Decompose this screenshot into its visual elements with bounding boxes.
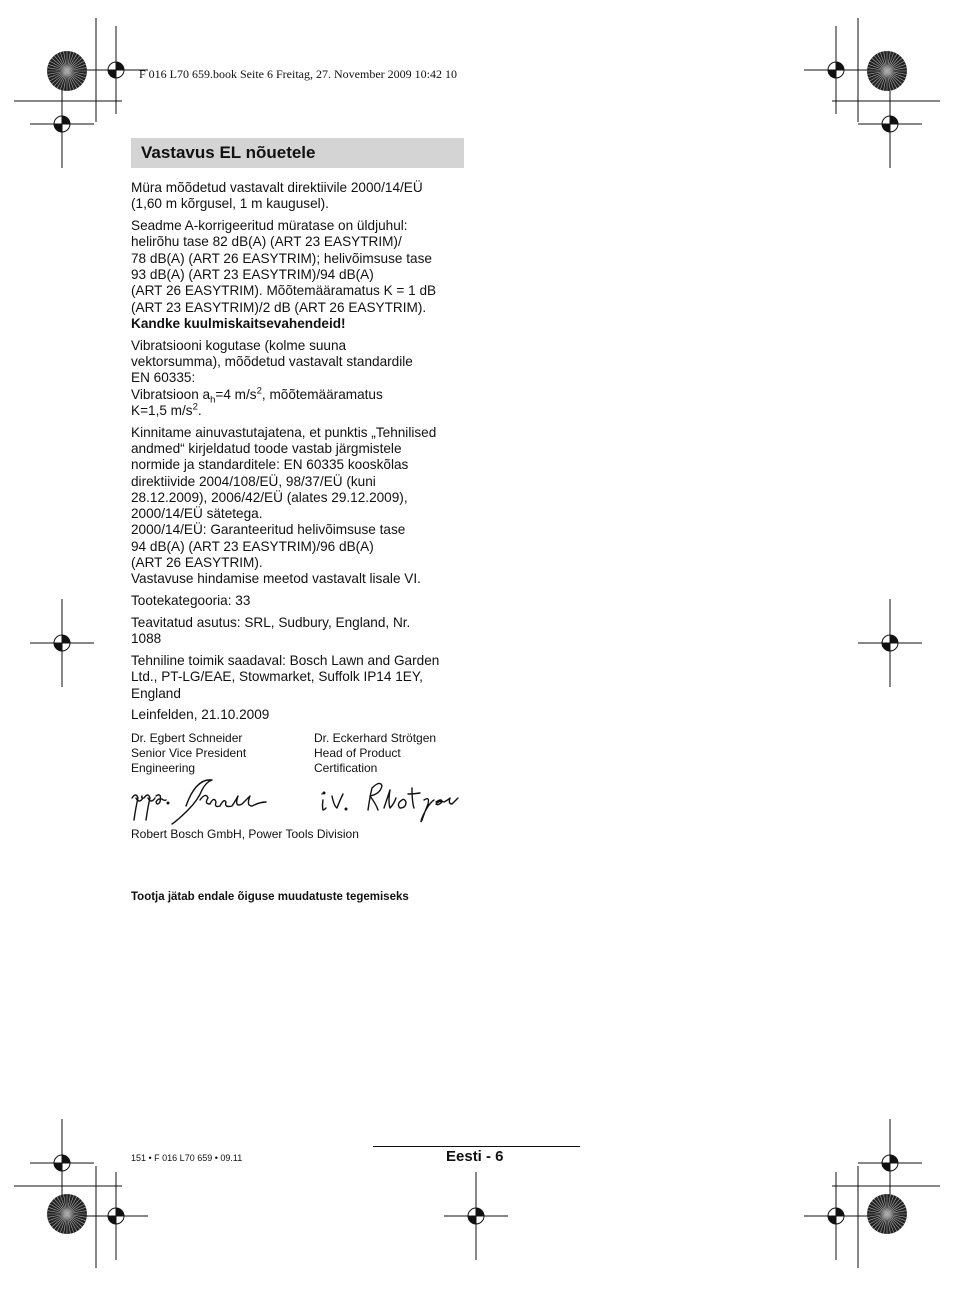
text-line: (ART 26 EASYTRIM). (131, 555, 263, 571)
signatory-name: Dr. Eckerhard Strötgen (314, 731, 437, 745)
signatory-title: Certification (314, 760, 378, 775)
text-line: Teavitatud asutus: SRL, Sudbury, England, Nr. (131, 614, 411, 630)
text-line: Müra mõõdetud vastavalt direktiivile 2000/14/EÜ (131, 180, 423, 195)
notified-body (131, 615, 471, 648)
text-line: 94 dB(A) (ART 23 EASYTRIM)/96 dB(A) (131, 538, 374, 554)
body-text (131, 180, 471, 729)
file-header: F 016 L70 659.book Seite 6 Freitag, 27. November 2009 10:42 10 (139, 67, 457, 81)
disclaimer: Tootja jätab endale õiguse muudatuste tegemiseks (131, 891, 409, 903)
text-line: helirõhu tase 82 dB(A) (ART 23 EASYTRIM)/ (131, 234, 402, 250)
text-line: Ltd., PT-LG/EAE, Stowmarket, Suffolk IP14 1EY, (131, 669, 423, 685)
text-line: vektorsumma), mõõdetud vastavalt standardile (131, 353, 413, 369)
text-line: 2000/14/EÜ: Garanteeritud helivõimsuse tase (131, 522, 406, 538)
place-date (131, 707, 471, 723)
signatory-title: Engineering (131, 760, 196, 775)
text-line: Vibratsiooni kogutase (kolme suuna (131, 337, 347, 353)
vibration-uncertainty-line: K=1,5 $m/s^2$. (131, 401, 202, 418)
text-line: Kinnitame ainuvastutajatena, et punktis „Tehnilised (131, 424, 437, 440)
text-line: Tootekategooria: 33 (131, 593, 251, 609)
signatory-right (314, 731, 436, 775)
technical-file (131, 653, 471, 702)
text-line: England (131, 685, 181, 701)
text-line: Leinfelden, 21.10.2009 (131, 707, 270, 723)
section-title: Vastavus EL nõuetele (141, 143, 316, 162)
text-line: (1,60 m kõrgusel, 1 m kaugusel). (131, 196, 329, 212)
text-line: Seadme A-korrigeeritud müratase on üldjuhul: (131, 218, 408, 234)
page-number: Eesti - 6 (446, 1148, 504, 1165)
text-line: 2000/14/EÜ sätetega. (131, 506, 263, 522)
signature-right (318, 780, 464, 826)
section-header (131, 138, 464, 168)
noise-measurement-paragraph (131, 180, 471, 213)
text-line: Vastavuse hindamise meetod vastavalt lisale VI. (131, 571, 421, 587)
signatory-name: Dr. Egbert Schneider (131, 731, 243, 745)
text-line: direktiivide 2004/108/EÜ, 98/37/EÜ (kuni (131, 473, 376, 489)
product-category (131, 593, 471, 609)
vibration-paragraph (131, 338, 471, 419)
text-line: 28.12.2009), 2006/42/EÜ (alates 29.12.2009), (131, 489, 408, 505)
vibration-value-line: Vibratsioon $a_h=4$ $m/s^2$, mõõtemääramatus (131, 385, 383, 406)
signature-left (128, 776, 288, 826)
text-line: andmed“ kirjeldatud toode vastab järgmistele (131, 440, 402, 456)
signatory-title: Head of Product (314, 745, 401, 760)
hearing-protection-warning: Kandke kuulmiskaitsevahendeid! (131, 315, 346, 331)
text-line: (ART 26 EASYTRIM). Mõõtemääramatus K = 1 dB (131, 283, 437, 299)
signatory-left (131, 731, 246, 775)
company-name: Robert Bosch GmbH, Power Tools Division (131, 827, 359, 841)
text-line: 78 dB(A) (ART 26 EASYTRIM); helivõimsuse tase (131, 250, 432, 266)
declaration-paragraph (131, 425, 471, 588)
text-line: Tehniline toimik saadaval: Bosch Lawn and Garden (131, 653, 440, 669)
signatory-title: Senior Vice President (131, 745, 247, 760)
text-line: 1088 (131, 631, 162, 647)
text-line: 93 dB(A) (ART 23 EASYTRIM)/94 dB(A) (131, 266, 374, 282)
footer-rule (373, 1146, 580, 1147)
text-line: (ART 23 EASYTRIM)/2 dB (ART 26 EASYTRIM). (131, 299, 427, 315)
noise-level-paragraph (131, 218, 471, 332)
text-line: EN 60335: (131, 370, 196, 386)
text-line: normide ja standarditele: EN 60335 kooskõlas (131, 457, 409, 473)
footer-code: 151 • F 016 L70 659 • 09.11 (131, 1153, 243, 1163)
